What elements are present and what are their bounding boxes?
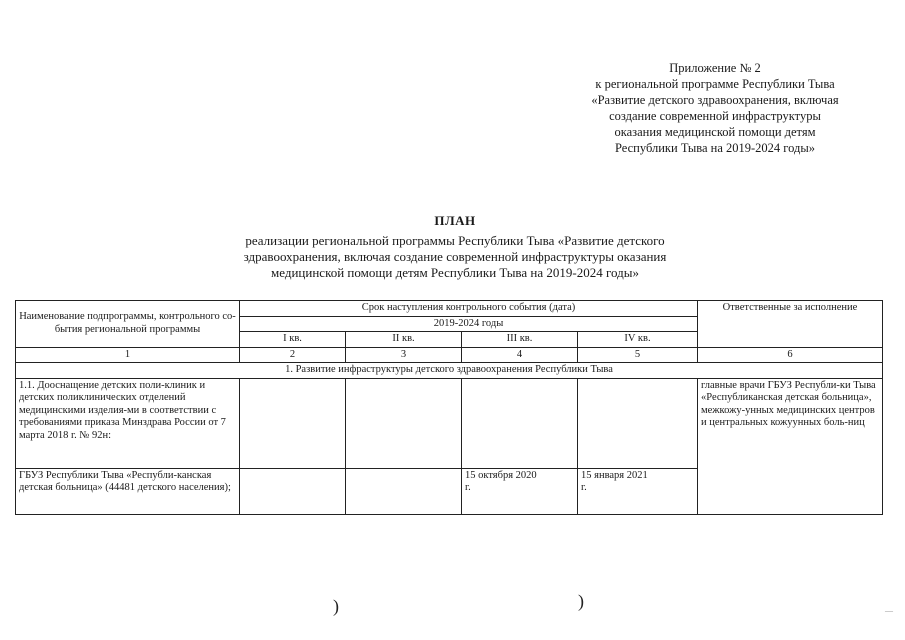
- header-quarter-4: IV кв.: [578, 332, 698, 348]
- appendix-header: [545, 60, 885, 156]
- plan-subtitle: [190, 233, 720, 281]
- appendix-line: создание современной инфраструктуры: [609, 109, 821, 123]
- column-number: 6: [698, 347, 883, 363]
- row-q2: [346, 378, 462, 468]
- plan-subtitle-line: медицинской помощи детям Республики Тыва на 2019-2024 годы»: [271, 265, 639, 280]
- row-q3: [462, 378, 578, 468]
- row-q4-text: 15 января 2021 г.: [581, 469, 648, 493]
- row-q4: [578, 378, 698, 468]
- appendix-line: «Развитие детского здравоохранения, включая: [591, 93, 839, 107]
- plan-subtitle-line: реализации региональной программы Республики Тыва «Развитие детского: [245, 233, 665, 248]
- header-quarter-1: I кв.: [240, 332, 346, 348]
- column-number: 1: [16, 347, 240, 363]
- column-number: 2: [240, 347, 346, 363]
- plan-title: ПЛАН: [434, 213, 476, 228]
- header-quarter-2: II кв.: [346, 332, 462, 348]
- header-deadline: Срок наступления контрольного события (дата): [240, 301, 698, 317]
- row-q3: [462, 468, 578, 514]
- table-row: [16, 378, 883, 468]
- row-name: ГБУЗ Республики Тыва «Республи-канская детская больница» (44481 детского населения);: [16, 468, 240, 514]
- row-q2: [346, 468, 462, 514]
- scan-dot: —: [885, 606, 893, 615]
- row-q4: [578, 468, 698, 514]
- header-years: 2019-2024 годы: [240, 316, 698, 332]
- appendix-line: Республики Тыва на 2019-2024 годы»: [614, 141, 816, 155]
- responsible-text: главные врачи ГБУЗ Республи-ки Тыва «Республиканская детская больница», межкожу-унных медицинских центров и центральных кожуунных боль-ниц: [698, 378, 883, 514]
- column-number: 4: [462, 347, 578, 363]
- plan-subtitle-line: здравоохранения, включая создание современной инфраструктуры оказания: [243, 249, 667, 264]
- header-responsible: Ответственные за исполнение: [698, 301, 883, 348]
- scan-mark: ): [578, 591, 584, 611]
- scan-mark: ): [333, 596, 339, 616]
- appendix-line: Приложение № 2: [669, 61, 761, 75]
- appendix-line: к региональной программе Республики Тыва: [595, 77, 835, 91]
- header-name: Наименование подпрограммы, контрольного со-бытия региональной программы: [16, 301, 240, 348]
- section-title: 1. Развитие инфраструктуры детского здравоохранения Республики Тыва: [16, 363, 883, 379]
- column-number: 5: [578, 347, 698, 363]
- plan-table: [15, 300, 883, 515]
- row-name: 1.1. Дооснащение детских поли-клиник и детских поликлинических отделений медицинскими изделия-ми в соответствии с требованиями приказа Минздрава России от 7 марта 2018 г. № 92н:: [16, 378, 240, 468]
- row-q3-text: 15 октября 2020 г.: [465, 469, 537, 493]
- row-q1: [240, 378, 346, 468]
- row-q1: [240, 468, 346, 514]
- column-number: 3: [346, 347, 462, 363]
- appendix-line: оказания медицинской помощи детям: [614, 125, 816, 139]
- header-quarter-3: III кв.: [462, 332, 578, 348]
